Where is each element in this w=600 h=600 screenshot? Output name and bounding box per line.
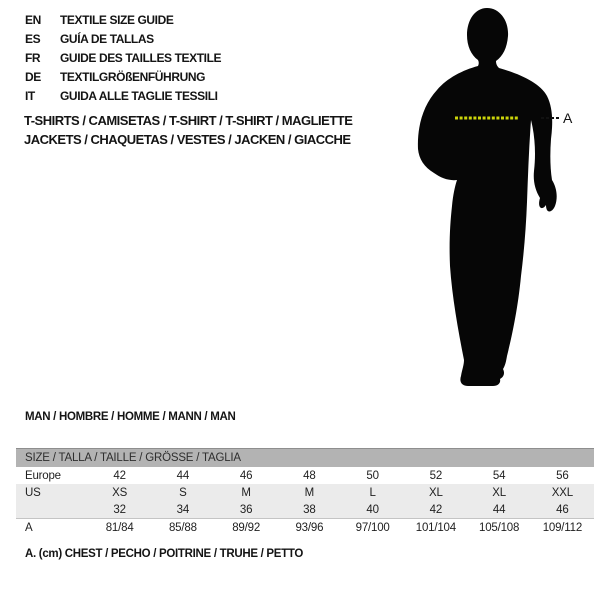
table-cell: L (369, 486, 376, 499)
table-cell: 52 (429, 469, 443, 482)
table-cell: 32 (113, 503, 126, 516)
table-row-us (16, 484, 594, 501)
table-cell: 93/96 (295, 522, 324, 534)
row-label: Europe (25, 469, 61, 482)
table-cell: M (241, 486, 251, 499)
table-cell: 46 (239, 469, 253, 482)
language-label: GUÍA DE TALLAS (60, 31, 154, 46)
language-label: GUIDE DES TAILLES TEXTILE (60, 50, 222, 65)
table-cell: XXL (551, 486, 573, 499)
table-cell: M (304, 486, 315, 499)
table-cell: 44 (492, 503, 506, 516)
row-label: A (25, 522, 33, 534)
table-cell: S (179, 486, 187, 499)
measure-label-a: A (563, 110, 573, 126)
language-row (25, 48, 221, 67)
table-cell: 54 (492, 469, 506, 482)
language-row (25, 29, 221, 48)
table-cell: XL (492, 486, 506, 499)
table-cell: 46 (556, 503, 569, 516)
table-cell: 34 (176, 503, 190, 516)
language-label: TEXTILE SIZE GUIDE (60, 12, 174, 27)
table-cell: 38 (303, 503, 316, 516)
language-label: TEXTILGRÖßENFÜHRUNG (60, 69, 206, 84)
language-label: GUIDA ALLE TAGLIE TESSILI (60, 88, 218, 103)
table-cell: 89/92 (232, 522, 261, 534)
table-cell: 42 (429, 503, 443, 516)
table-cell: XL (429, 486, 443, 499)
row-label: US (25, 486, 41, 499)
table-cell: 36 (239, 503, 253, 516)
table-row-us-numeric (16, 501, 594, 518)
table-cell: 81/84 (105, 522, 134, 534)
table-cell: 101/104 (415, 522, 456, 534)
table-cell: 105/108 (479, 522, 520, 534)
language-code: FR (25, 50, 41, 65)
language-row (25, 86, 221, 105)
man-silhouette-figure (410, 0, 590, 400)
table-row-europe (16, 467, 594, 484)
man-silhouette (418, 8, 557, 386)
table-cell: 44 (176, 469, 190, 482)
category-jackets: JACKETS / CHAQUETAS / VESTES / JACKEN / GIACCHE (24, 132, 351, 147)
table-cell: 40 (366, 503, 379, 516)
table-row-chest (16, 518, 594, 537)
table-cell: 50 (366, 469, 379, 482)
table-cell: 42 (113, 469, 126, 482)
table-cell: 56 (556, 469, 569, 482)
category-block (24, 111, 352, 149)
language-code: IT (25, 88, 35, 103)
size-table (16, 448, 594, 537)
language-list (25, 10, 221, 105)
language-row (25, 67, 221, 86)
table-cell: 85/88 (168, 522, 197, 534)
table-cell: 97/100 (355, 522, 390, 534)
table-cell: 109/112 (542, 522, 583, 534)
table-cell: XS (112, 486, 128, 499)
language-code: DE (25, 69, 41, 84)
size-table-header: SIZE / TALLA / TAILLE / GRÖSSE / TAGLIA (16, 448, 594, 467)
language-code: EN (25, 12, 41, 27)
language-row (25, 10, 221, 29)
category-tshirts: T-SHIRTS / CAMISETAS / T-SHIRT / T-SHIRT / MAGLIETTE (24, 113, 353, 128)
table-cell: 48 (303, 469, 316, 482)
footnote-chest: A. (cm) CHEST / PECHO / POITRINE / TRUHE / PETTO (25, 548, 304, 560)
language-code: ES (25, 31, 41, 46)
section-title-man: MAN / HOMBRE / HOMME / MANN / MAN (25, 411, 236, 423)
